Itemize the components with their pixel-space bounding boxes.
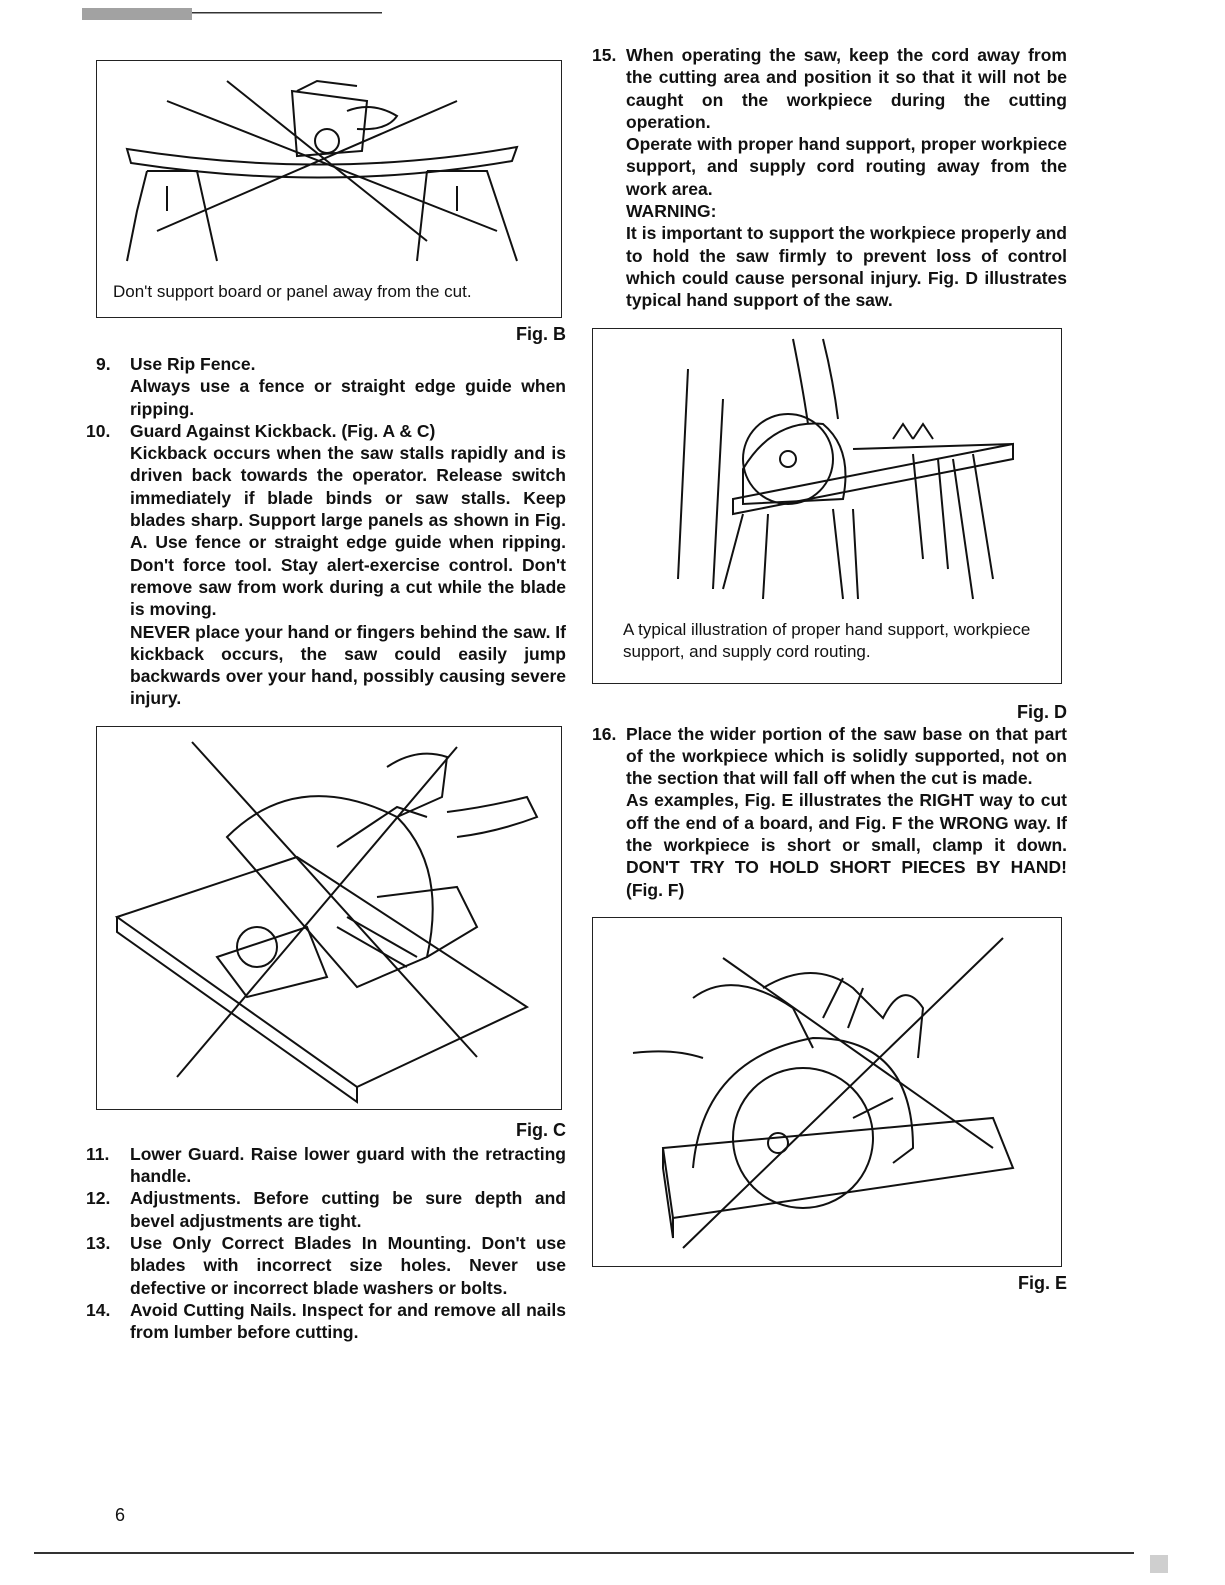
list-item-13 [86, 1232, 566, 1299]
item-10-title: Guard Against Kickback. (Fig. A & C) [130, 420, 436, 441]
item-9-text: Always use a fence or straight edge guide when ripping. [130, 376, 566, 419]
item-10-text-never: NEVER place your hand or fingers behind the saw. If kickback occurs, the saw could easily jump backwards over your hand, possibly causing severe injury. [130, 621, 566, 709]
figure-d-caption: A typical illustration of proper hand support, workpiece support, and supply cord routing. [623, 619, 1031, 661]
item-16-number: 16. [592, 723, 617, 744]
figure-d-label: Fig. D [1017, 701, 1067, 722]
item-12-number: 12. [86, 1188, 111, 1209]
figure-e-illustration [593, 918, 1060, 1264]
item-13-number: 13. [86, 1232, 111, 1253]
item-16-text: Place the wider portion of the saw base on that part of the workpiece which is solidly supported, not on the section that will fall off when the cut is made. [626, 723, 1067, 789]
list-item-9 [96, 353, 566, 420]
item-10-text: Kickback occurs when the saw stalls rapidly and is driven back towards the operator. Release switch immediately if blade binds or saw stalls. Keep blades sharp. Support large panels as shown in Fig. A. Use fence or straight edge guide when ripping. Don't force tool. Stay alert-exercise control. Don't remove saw from work during a cut while the blade is moving. [130, 443, 566, 620]
figure-d [592, 328, 1062, 684]
item-15-text: When operating the saw, keep the cord away from the cutting area and position it so that it will not be caught on the workpiece during the cutting operation. [626, 45, 1067, 132]
scan-corner-mark [1150, 1555, 1168, 1573]
item-16-text-examples: As examples, Fig. E illustrates the RIGHT way to cut off the end of a board, and Fig. F the WRONG way. If the workpiece is short or small, clamp it down. DON'T TRY TO HOLD SHORT PIECES BY HAND! (Fig. F) [626, 790, 1067, 900]
figure-c-illustration [97, 727, 560, 1107]
item-12-text: Adjustments. Before cutting be sure depth and bevel adjustments are tight. [130, 1188, 566, 1231]
figure-b [96, 60, 562, 318]
item-15-number: 15. [592, 45, 617, 65]
list-item-12 [86, 1187, 566, 1232]
page-number: 6 [115, 1505, 126, 1525]
item-9-number: 9. [96, 354, 111, 374]
list-item-15 [592, 44, 1067, 312]
figure-e [592, 917, 1062, 1267]
item-9-title: Use Rip Fence. [130, 354, 256, 374]
item-14-text: Avoid Cutting Nails. Inspect for and remove all nails from lumber before cutting. [130, 1299, 566, 1343]
item-14-number: 14. [86, 1299, 111, 1320]
figure-d-illustration [593, 329, 1060, 619]
item-10-number: 10. [86, 420, 111, 441]
item-11-text: Lower Guard. Raise lower guard with the retracting handle. [130, 1143, 566, 1187]
item-13-text: Use Only Correct Blades In Mounting. Don't use blades with incorrect size holes. Never use defective or incorrect blade washers or bolts. [130, 1232, 566, 1298]
list-item-11 [86, 1143, 566, 1188]
figure-b-caption: Don't support board or panel away from the cut. [113, 282, 472, 301]
right-column [592, 44, 1067, 1294]
item-11-number: 11. [86, 1143, 110, 1164]
footer-rule [34, 1552, 1134, 1554]
list-item-14 [86, 1299, 566, 1344]
item-15-text-operate: Operate with proper hand support, proper workpiece support, and supply cord routing away from the work area. [626, 134, 1067, 199]
figure-b-label: Fig. B [516, 324, 566, 344]
warning-text: It is important to support the workpiece properly and to hold the saw firmly to prevent loss of control which could cause personal injury. Fig. D illustrates typical hand support of the saw. [626, 223, 1067, 311]
figure-c [96, 726, 562, 1110]
left-column [86, 60, 566, 1343]
figure-e-label: Fig. E [1018, 1272, 1067, 1293]
list-item-10 [86, 420, 566, 710]
figure-c-label: Fig. C [516, 1119, 566, 1140]
warning-label: WARNING: [626, 201, 717, 222]
list-item-16 [592, 723, 1067, 901]
figure-b-illustration [97, 61, 560, 281]
scan-artifact [82, 6, 382, 26]
